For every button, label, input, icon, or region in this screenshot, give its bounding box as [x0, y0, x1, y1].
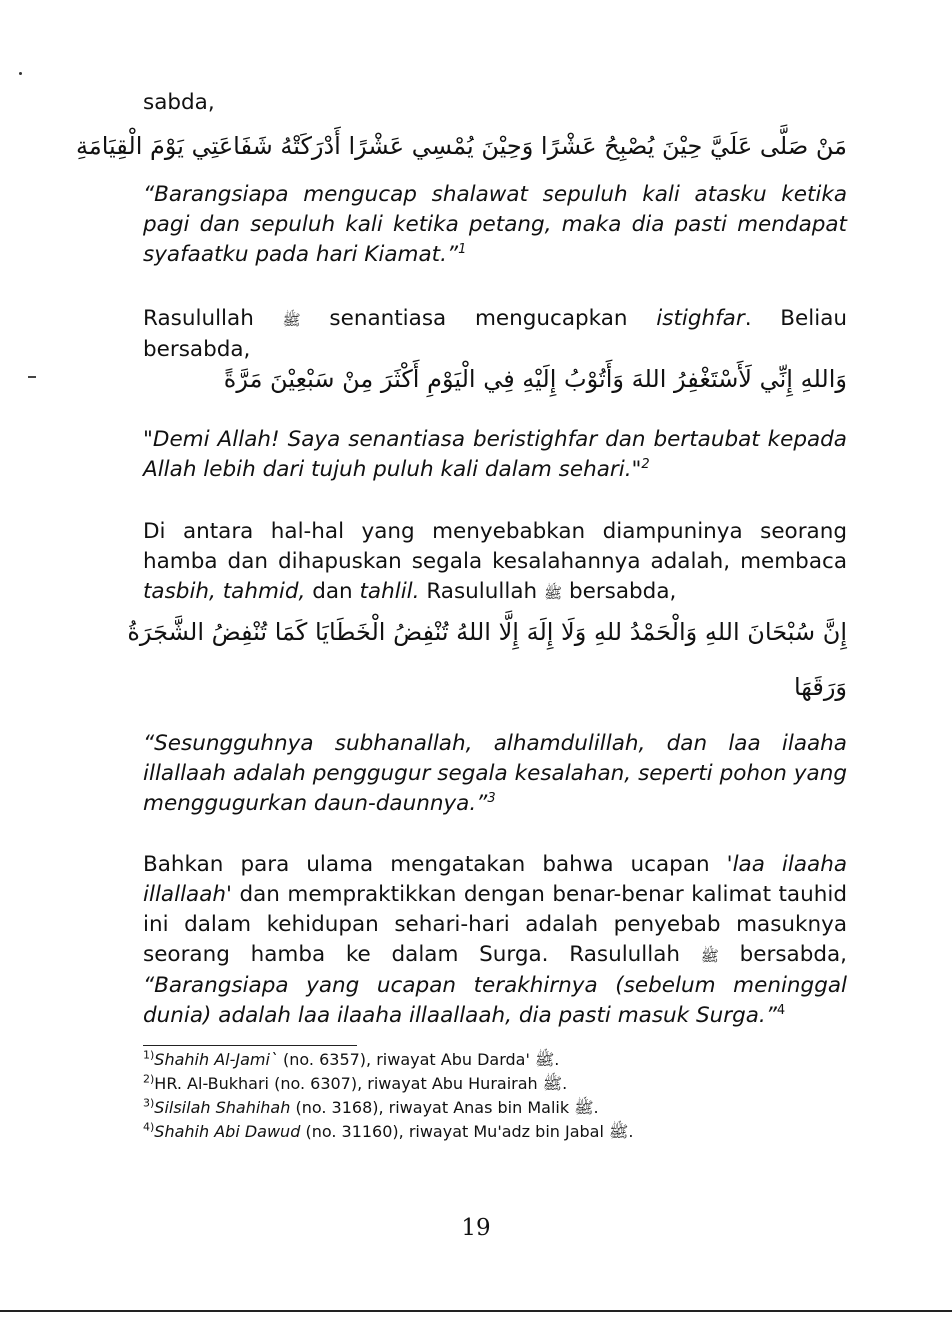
footnote-2: $^{2)}$HR. Al-Bukhari (no. 6307), riwayat Abu Hurairah ﷺ. — [143, 1072, 568, 1093]
footnote-ref: 3 — [487, 790, 496, 806]
footnote-4: $^{4)}$Shahih Abi Dawud (no. 31160), riwayat Mu'adz bin Jabal ﷺ. — [143, 1120, 634, 1141]
saw-symbol: ﷺ — [543, 584, 563, 602]
quote-tasbih — [143, 729, 847, 819]
saw-symbol: ﷺ — [282, 311, 301, 329]
page-number: 19 — [461, 1215, 491, 1241]
margin-mark — [28, 376, 36, 378]
footnote-separator — [143, 1045, 357, 1046]
quote-text: “Barangsiapa mengucap shalawat sepuluh kali atasku ketika pagi dan sepuluh kali ketika petang, maka dia pasti mendapat syafaatku pada hari Kiamat.” — [143, 182, 847, 267]
honorific-symbol: ﷺ — [609, 1122, 629, 1141]
footnote-ref: 4 — [776, 1002, 786, 1018]
honorific-symbol: ﷺ — [542, 1074, 563, 1093]
arabic-hadith-1: مَنْ صَلَّى عَلَيَّ حِيْنَ يُصْبِحُ عَشْرًا وَحِيْنَ يُمْسِي عَشْرًا أَدْرَكَتْهُ شَفَاعَتِي يَوْمَ الْقِيَامَةِ — [76, 132, 847, 160]
honorific-symbol: ﷺ — [574, 1098, 594, 1117]
paragraph-istighfar: Rasulullah ﷺ senantiasa mengucapkan istighfar. Beliau bersabda, — [143, 306, 847, 362]
footnote-1: $^{1)}$Shahih Al-Jami` (no. 6357), riwayat Abu Darda' ﷺ. — [143, 1048, 560, 1069]
quote-text: "Demi Allah! Saya senantiasa beristighfar dan bertaubat kepada Allah lebih dari tujuh puluh kali dalam sehari." — [143, 427, 847, 482]
arabic-hadith-3-line1: إِنَّ سُبْحَانَ اللهِ وَالْحَمْدُ للهِ وَلَا إِلَهَ إِلَّا اللهُ تُنْفِضُ الْخَطَايَا كَمَا تُنْفِضُ الشَّجَرَةُ — [127, 618, 847, 646]
saw-symbol: ﷺ — [700, 947, 719, 965]
quote-text: “Sesungguhnya subhanallah, alhamdulillah, dan laa ilaaha illallaah adalah penggugur segala kesalahan, seperti pohon yang menggugurkan daun-daunnya.” — [143, 731, 847, 816]
quote-istighfar — [143, 425, 847, 485]
arabic-hadith-3-line2: وَرَقَهَا — [793, 673, 847, 701]
footnote-ref: 1 — [458, 241, 467, 257]
honorific-symbol: ﷺ — [534, 1050, 555, 1069]
arabic-hadith-2: وَاللهِ إِنِّي لَأَسْتَغْفِرُ اللهَ وَأَتُوْبُ إِلَيْهِ فِي الْيَوْمِ أَكْثَرَ مِنْ سَبْعِيْنَ مَرَّةً — [223, 365, 847, 393]
paragraph-intro — [143, 88, 847, 118]
paragraph-tauhid: Bahkan para ulama mengatakan bahwa ucapan 'laa ilaaha illallaah' dan mempraktikkan dengan benar-benar kalimat tauhid ini dalam kehidupan sehari-hari adalah penyebab masuknya seorang hamba ke dalam Surga. Rasulullah ﷺ bersabda, “Barangsiapa yang ucapan terakhirnya (sebelum meninggal dunia) adalah laa ilaaha illaallaah, dia pasti masuk Surga.”$^4$ — [143, 852, 848, 1028]
intro-text: sabda, — [143, 90, 215, 115]
scan-edge-line — [0, 1310, 952, 1312]
margin-mark — [19, 72, 22, 75]
footnote-ref: 2 — [641, 456, 650, 472]
footnote-3: $^{3)}$Silsilah Shahihah (no. 3168), riwayat Anas bin Malik ﷺ. — [143, 1096, 599, 1117]
paragraph-tasbih: Di antara hal-hal yang menyebabkan diampuninya seorang hamba dan dihapuskan segala kesalahannya adalah, membaca tasbih, tahmid, dan tahlil. Rasulullah ﷺ bersabda, — [143, 519, 847, 604]
quote-shalawat — [143, 180, 847, 270]
